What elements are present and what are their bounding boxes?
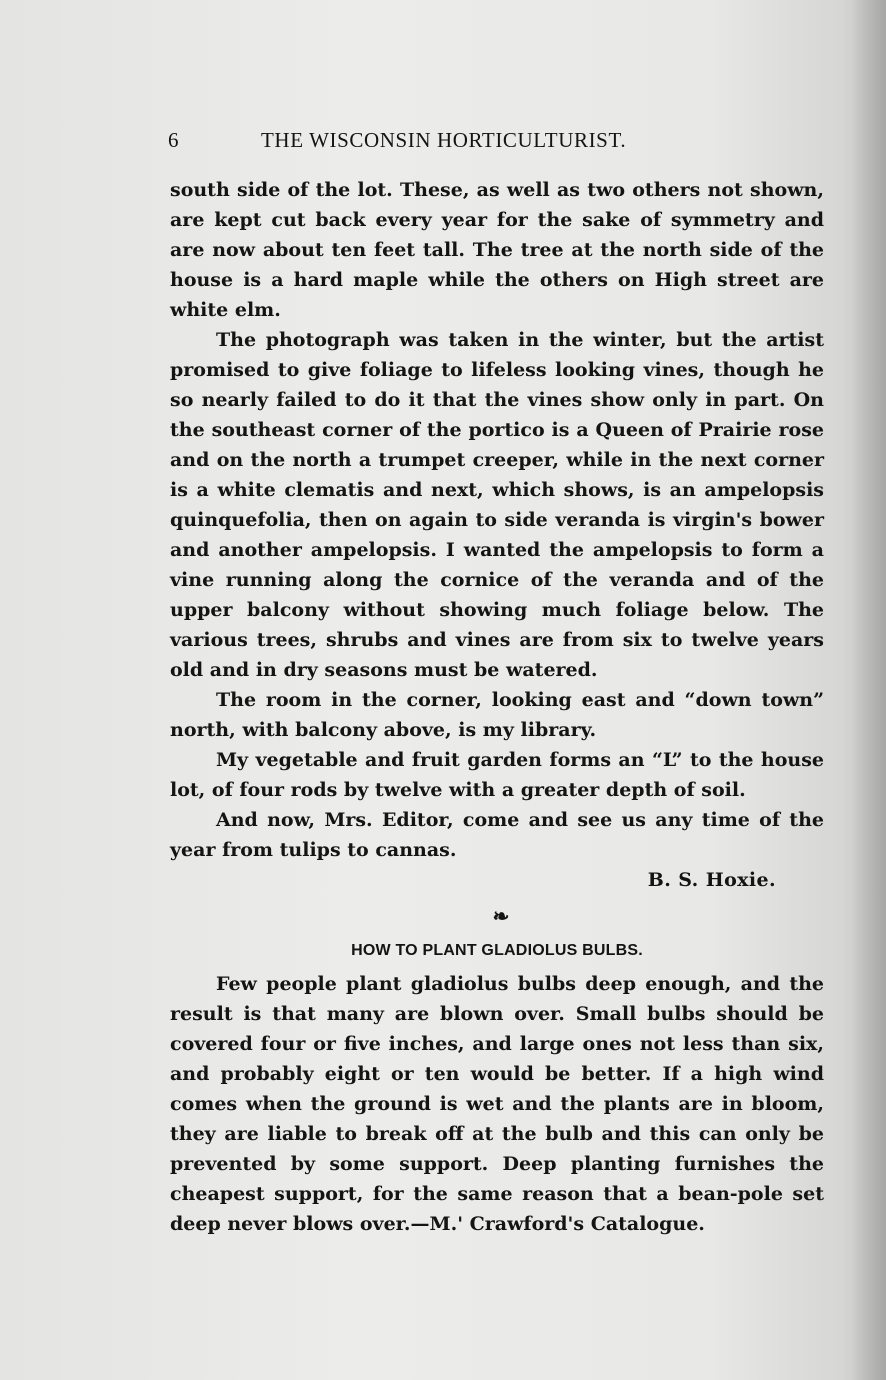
page-edge-shadow xyxy=(852,0,886,1380)
article-paragraph: The photograph was taken in the winter, but the artist promised to give foliage to lifeless looking vines, though he so nearly failed to do it that the vines show only in part. On the southeast corner of the portico is a Queen of Prairie rose and on the north a trumpet creeper, while in the next corner is a white clematis and next, which shows, is an ampelopsis quinquefolia, then on again to side veranda is virgin's bower and another ampelopsis. I wanted the ampelopsis to form a vine running along the cornice of the veranda and of the upper balcony without showing much foliage below. The various trees, shrubs and vines are from six to twelve years old and in dry seasons must be watered. xyxy=(170,329,824,681)
article-paragraph: And now, Mrs. Editor, come and see us any time of the year from tulips to cannas. xyxy=(170,809,824,861)
page-number: 6 xyxy=(168,128,180,152)
author-signature: B. S. Hoxie. xyxy=(647,869,776,891)
article-paragraph: south side of the lot. These, as well as two others not shown, are kept cut back every year for the sake of symmetry and are now about ten feet tall. The tree at the north side of the house is a hard maple while the others on High street are white elm. xyxy=(170,179,824,321)
section-heading: HOW TO PLANT GLADIOLUS BULBS. xyxy=(351,942,643,959)
journal-title: THE WISCONSIN HORTICULTURIST. xyxy=(261,128,627,152)
page-body xyxy=(170,175,824,1239)
ornament-icon: ❧ xyxy=(492,904,510,928)
article-paragraph: The room in the corner, looking east and “down town” north, with balcony above, is my library. xyxy=(170,689,824,741)
article-paragraph: My vegetable and fruit garden forms an “L” to the house lot, of four rods by twelve with a greater depth of soil. xyxy=(170,749,824,801)
section-paragraph: Few people plant gladiolus bulbs deep enough, and the result is that many are blown over. Small bulbs should be covered four or five inches, and large ones not less than six, and probably eight or ten would be better. If a high wind comes when the ground is wet and the plants are in bloom, they are liable to break off at the bulb and this can only be prevented by some support. Deep planting furnishes the cheapest support, for the same reason that a bean-pole set deep never blows over.—M.' Crawford's Catalogue. xyxy=(170,973,824,1235)
